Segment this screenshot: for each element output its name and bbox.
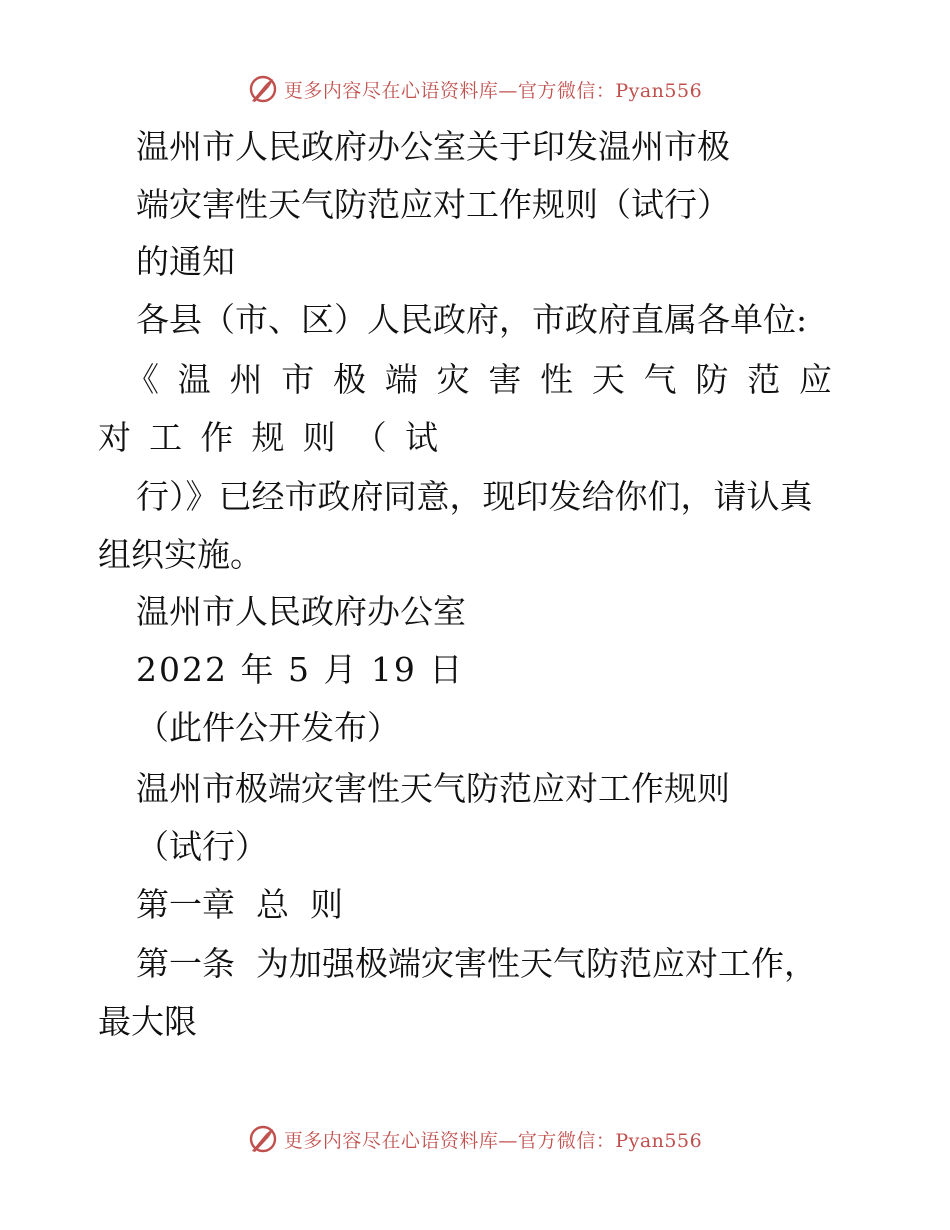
- spread-char: 端: [384, 360, 418, 399]
- spread-char: 工: [149, 418, 183, 457]
- body-line-spread-1: [126, 358, 832, 402]
- body-line-spread-2: [98, 416, 438, 460]
- publish-note: （此件公开发布）: [136, 708, 400, 747]
- article-1-continuation: 最大限: [98, 1002, 197, 1041]
- chapter-heading: 第一章 总 则: [136, 885, 343, 924]
- issuer-line: 温州市人民政府办公室: [136, 592, 466, 631]
- spread-char: 性: [540, 360, 574, 399]
- title-line-1: 温州市人民政府办公室关于印发温州市极: [136, 127, 730, 166]
- spread-char: 作: [200, 418, 234, 457]
- rules-subtitle: （试行）: [136, 827, 268, 866]
- spread-char: 应: [798, 360, 832, 399]
- footer-watermark-banner: [0, 1119, 950, 1159]
- banner-text: 更多内容尽在心语资料库—官方微信：Pyan556: [283, 79, 703, 102]
- spread-char: 防: [695, 360, 729, 399]
- spread-char: 州: [229, 360, 263, 399]
- spread-char: 范: [747, 360, 781, 399]
- body-line-4: 组织实施。: [98, 535, 263, 574]
- rules-title: 温州市极端灾害性天气防范应对工作规则: [136, 769, 730, 808]
- spread-char: 天: [591, 360, 625, 399]
- title-line-3: 的通知: [136, 242, 235, 281]
- spread-char: 极: [333, 360, 367, 399]
- spread-char: 规: [251, 418, 285, 457]
- spread-char: 灾: [436, 360, 470, 399]
- spread-char: 气: [643, 360, 677, 399]
- banner-text: 更多内容尽在心语资料库—官方微信：Pyan556: [283, 1129, 703, 1152]
- pen-logo-icon: [248, 74, 278, 104]
- spread-char: 试: [404, 418, 438, 457]
- spread-char: 对: [98, 418, 131, 457]
- spread-char: 温: [177, 360, 211, 399]
- title-line-2: 端灾害性天气防范应对工作规则（试行）: [136, 185, 730, 224]
- spread-char: 市: [281, 360, 315, 399]
- header-watermark-banner: [0, 69, 950, 109]
- pen-logo-icon: [248, 1124, 278, 1154]
- date-line: 2022 年 5 月 19 日: [136, 650, 465, 689]
- spread-char: 害: [488, 360, 522, 399]
- spread-char: 则: [302, 418, 336, 457]
- body-line-3: 行）》已经市政府同意，现印发给你们，请认真: [136, 477, 813, 516]
- addressee-line: 各县（市、区）人民政府，市政府直属各单位:: [136, 300, 808, 339]
- spread-char: 《: [126, 360, 159, 399]
- spread-char: （: [353, 418, 387, 457]
- article-1-line: 第一条 为加强极端灾害性天气防范应对工作，: [136, 944, 817, 983]
